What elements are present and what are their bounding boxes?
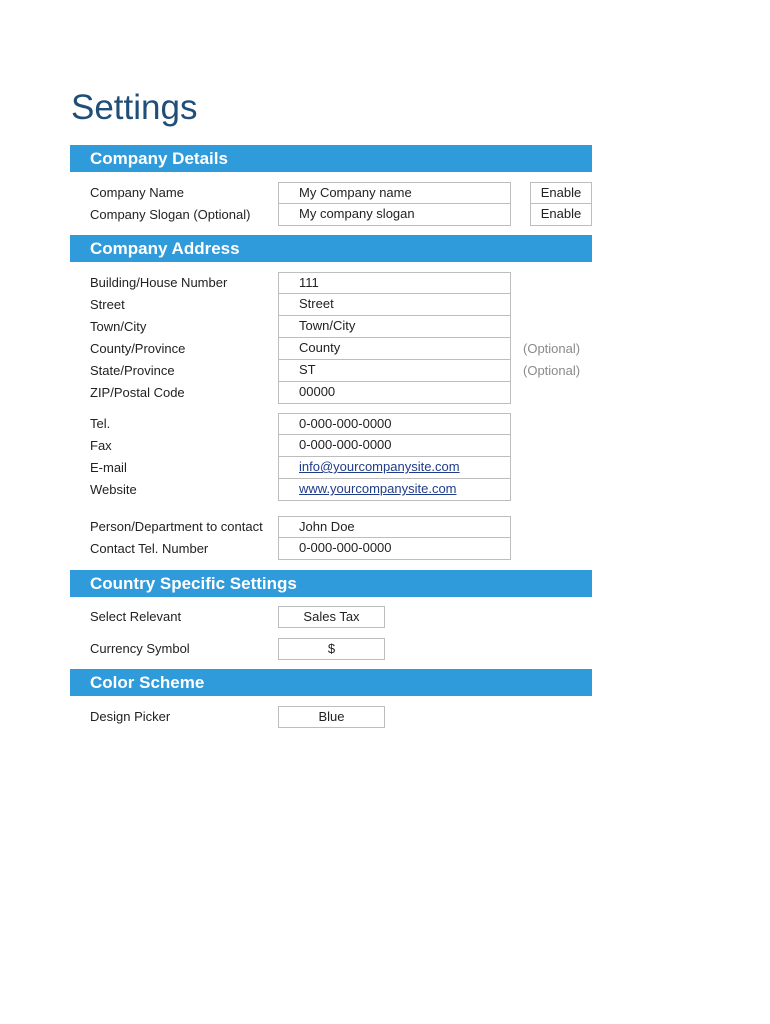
fax-input[interactable]: 0-000-000-0000 [278,435,511,457]
state-province-label: State/Province [90,363,175,378]
page-title: Settings [71,88,198,127]
email-label: E-mail [90,460,127,475]
website-label: Website [90,482,137,497]
county-optional-note: (Optional) [523,341,581,356]
company-name-enable-button[interactable]: Enable [530,182,592,204]
street-input[interactable]: Street [278,294,511,316]
contact-tel-input[interactable]: 0-000-000-0000 [278,538,511,560]
select-relevant-dropdown[interactable]: Sales Tax [278,606,385,628]
section-header-company-address: Company Address [70,235,592,262]
contact-person-label: Person/Department to contact [90,519,263,534]
design-picker-label: Design Picker [90,709,171,724]
company-slogan-enable-button[interactable]: Enable [530,204,592,226]
currency-symbol-input[interactable]: $ [278,638,385,660]
zip-postal-code-label: ZIP/Postal Code [90,385,185,400]
town-city-label: Town/City [90,319,147,334]
design-picker-dropdown[interactable]: Blue [278,706,385,728]
website-link-field[interactable]: www.yourcompanysite.com [278,479,511,501]
section-header-color-scheme: Color Scheme [70,669,592,696]
section-header-company-details: Company Details [70,145,592,172]
state-optional-note: (Optional) [523,363,581,378]
select-relevant-label: Select Relevant [90,609,182,624]
building-number-input[interactable]: 111 [278,272,511,294]
company-name-label: Company Name [90,185,184,200]
contact-person-input[interactable]: John Doe [278,516,511,538]
town-city-input[interactable]: Town/City [278,316,511,338]
county-province-label: County/Province [90,341,186,356]
company-slogan-input[interactable]: My company slogan [278,204,511,226]
email-link-field[interactable]: info@yourcompanysite.com [278,457,511,479]
state-province-input[interactable]: ST [278,360,511,382]
street-label: Street [90,297,125,312]
company-slogan-label: Company Slogan (Optional) [90,207,251,222]
tel-input[interactable]: 0-000-000-0000 [278,413,511,435]
zip-postal-code-input[interactable]: 00000 [278,382,511,404]
county-province-input[interactable]: County [278,338,511,360]
currency-symbol-label: Currency Symbol [90,641,190,656]
section-header-country-settings: Country Specific Settings [70,570,592,597]
company-name-input[interactable]: My Company name [278,182,511,204]
fax-label: Fax [90,438,112,453]
building-number-label: Building/House Number [90,275,228,290]
tel-label: Tel. [90,416,111,431]
contact-tel-label: Contact Tel. Number [90,541,209,556]
